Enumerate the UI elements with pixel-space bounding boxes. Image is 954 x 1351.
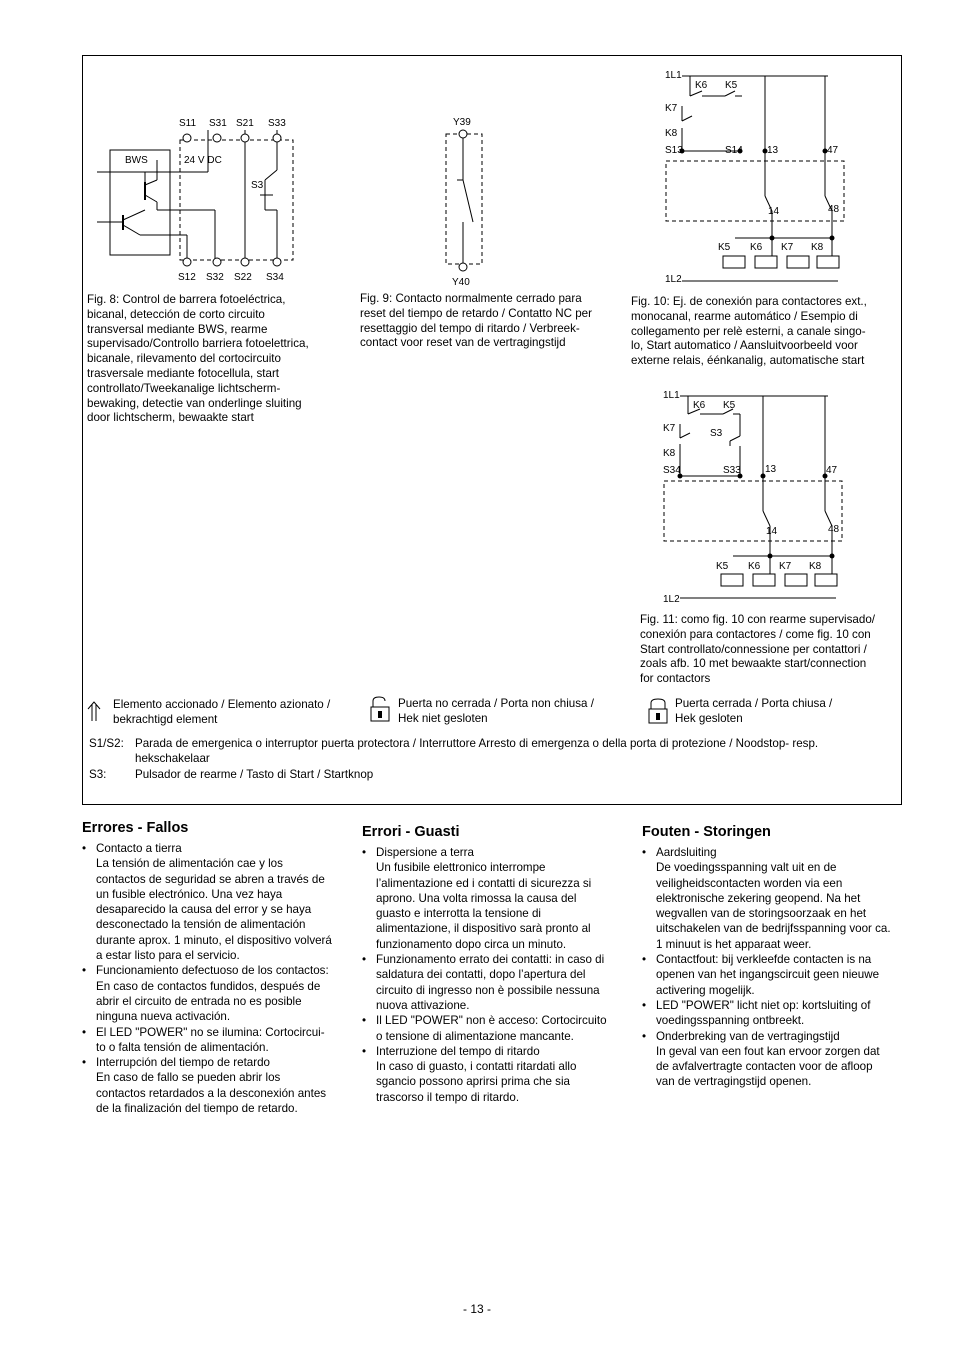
fig10-k6: K6 xyxy=(695,80,708,91)
fig10-k8: K8 xyxy=(665,128,678,139)
fig11-coil-k7: K7 xyxy=(779,561,792,572)
fig11-s3: S3 xyxy=(710,428,723,439)
door-open-icon xyxy=(369,695,391,723)
fig10-coil-k8: K8 xyxy=(811,242,824,253)
fig10-coil-k6: K6 xyxy=(750,242,763,253)
fig10-s14: S14 xyxy=(725,145,743,156)
section-nl xyxy=(642,823,904,1090)
list-item: • Onderbreking van de vertragingstijd In geval van een fout kan ervoor zorgen dat de avfalvertragte contacten voor de afloop van de vertragingstijd openen. xyxy=(642,1029,904,1090)
list-item: • El LED "POWER" no se ilumina: Cortocircui- to o falta tensión de alimentación. xyxy=(82,1025,344,1056)
fig11-s34: S34 xyxy=(663,465,681,476)
fig8-voltage-label: 24 V DC xyxy=(184,155,222,166)
fig11-13: 13 xyxy=(765,464,777,475)
fig9-terminal-bottom: Y40 xyxy=(452,277,470,288)
list-item: • Interruzione del tempo di ritardo In caso di guasto, i contatti ritardati allo sgancio possono aprirsi prima che sia trascorso il tempo di ritardo. xyxy=(362,1044,624,1105)
fig10-coil-k7: K7 xyxy=(781,242,794,253)
fig11-coil-k6: K6 xyxy=(748,561,761,572)
list-item: • Funzionamento errato dei contatti: in caso di saldatura dei contatti, dopo l’apertura del circuito di ingresso non è possibile nessuna nuova attivazione. xyxy=(362,952,624,1013)
fig9-terminal-top: Y39 xyxy=(453,117,471,128)
fig8-caption: Fig. 8: Control de barrera fotoeléctrica, bicanal, detección de corto circuito transversal mediante BWS, rearme supervisado/Controllo barriera fotoelettrica, bicanale, rilevamento del cortocircuito trasversale mediante fotocellula, start controllato/Tweekanalige lichtscherm- bewaking, detectie van onderlinge sluiting door lichtscherm, bewaakte start xyxy=(87,293,309,425)
fig11-diagram xyxy=(658,386,853,611)
fig8-switch-label: S3 xyxy=(251,180,264,191)
fig11-k7: K7 xyxy=(663,423,676,434)
note-text: Pulsador de rearme / Tasto di Start / Startknop xyxy=(135,768,374,781)
legend-door-open: Puerta no cerrada / Porta non chiusa / Hek niet gesloten xyxy=(398,697,594,725)
fig11-k8: K8 xyxy=(663,448,676,459)
note-key: S1/S2: xyxy=(89,737,124,750)
fig8-terminal-bottom: S12 xyxy=(178,272,196,283)
list-item: • Il LED "POWER" non è acceso: Cortocircuito o tensione di alimentazione mancante. xyxy=(362,1013,624,1044)
section-title: Fouten - Storingen xyxy=(642,824,771,840)
fig10-48: 48 xyxy=(828,204,840,215)
fig8-terminal-bottom: S32 xyxy=(206,272,224,283)
fig11-47: 47 xyxy=(826,465,838,476)
fig11-1l1: 1L1 xyxy=(663,390,680,401)
actuated-arrow-icon xyxy=(86,700,102,722)
note-text: Parada de emergenica o interruptor puerta protectora / Interruttore Arresto di emergenza o della porta di protezione / Noodstop- resp. hekschakelaar xyxy=(135,737,819,765)
fig10-caption: Fig. 10: Ej. de conexión para contactores ext., monocanal, rearme automático / Esempio di collegamento per relè esterni, a canale singo- lo, Start automatico / Aansluitvoorbeeld voor externe relais, éénkanalig, automatische start xyxy=(631,295,867,368)
legend-door-closed: Puerta cerrada / Porta chiusa / Hek gesloten xyxy=(675,697,833,725)
fig11-caption: Fig. 11: como fig. 10 con rearme supervisado/ conexión para contactores / come fig. 10 con Start controllato/connessione per contattori / zoals afb. 10 met bewaakte start/connection for contactors xyxy=(640,613,875,686)
fig11-k5: K5 xyxy=(723,400,736,411)
fig11-coil-k5: K5 xyxy=(716,561,729,572)
fig10-diagram xyxy=(660,66,855,291)
list-item: • Contactfout: bij verkleefde contacten is na openen van het ingangscircuit geen nieuwe activering mogelijk. xyxy=(642,952,904,998)
fig8-terminal-top: S31 xyxy=(209,118,227,129)
fig8-bws-label: BWS xyxy=(125,155,148,166)
fig10-1l2: 1L2 xyxy=(665,274,682,285)
page-number: - 13 - xyxy=(462,1302,491,1316)
fig10-13: 13 xyxy=(767,145,779,156)
note-key: S3: xyxy=(89,768,107,781)
section-title: Errori - Guasti xyxy=(362,824,460,840)
fig10-14: 14 xyxy=(768,206,780,217)
fig10-s13: S13 xyxy=(665,145,683,156)
list-item: • Funcionamiento defectuoso de los contactos: En caso de contactos fundidos, después de abrir el circuito de entrada no es posible ninguna nueva activación. xyxy=(82,963,344,1024)
section-title: Errores - Fallos xyxy=(82,820,189,836)
fig8-terminal-bottom: S34 xyxy=(266,272,284,283)
fig9-diagram xyxy=(440,112,490,292)
fig11-1l2: 1L2 xyxy=(663,594,680,605)
fig9-caption: Fig. 9: Contacto normalmente cerrado para reset del tiempo de retardo / Contatto NC per resettaggio del tempo di ritardo / Verbreek- contact voor reset van de vertragingstijd xyxy=(360,292,592,350)
list-item: • Contacto a tierra La tensión de alimentación cae y los contactos de seguridad se abren a través de un fusible electrónico. Una vez haya desaparecido la causa del error y se haya desconectado la tensión de alimentación durante aprox. 1 minuto, el dispositivo volverá a estar listo para el servicio. xyxy=(82,841,344,963)
list-item: • Interrupción del tiempo de retardo En caso de fallo se pueden abrir los contactos retardados a la desconexión antes de la finalización del tiempo de retardo. xyxy=(82,1055,344,1116)
fig11-s33: S33 xyxy=(723,465,741,476)
fig8-terminal-top: S11 xyxy=(179,118,197,129)
fig10-1l1: 1L1 xyxy=(665,70,682,81)
fig10-k5: K5 xyxy=(725,80,738,91)
fig11-48: 48 xyxy=(828,524,840,535)
legend-actuated: Elemento accionado / Elemento azionato / bekrachtigd element xyxy=(113,698,331,726)
fig10-k7: K7 xyxy=(665,103,678,114)
fig10-47: 47 xyxy=(827,145,839,156)
list-item: • Dispersione a terra Un fusibile elettronico interrompe l’alimentazione ed i contatti di sicurezza si aprono. Una volta rimossa la causa del guasto e interrotta la tensione di alimentazione, il dispositivo sarà pronto al funzionamento dopo circa un minuto. xyxy=(362,845,624,952)
list-item: • Aardsluiting De voedingsspanning valt uit en de veiligheidscontacten worden via een elektronische zekering geopend. Na het wegvallen van de storingsoorzaak en het uitschakelen van de bedrijfsspanning voor ca. 1 minuut is het apparaat weer. xyxy=(642,845,904,952)
fig11-coil-k8: K8 xyxy=(809,561,822,572)
fig8-diagram xyxy=(95,110,315,290)
section-it xyxy=(362,823,624,1105)
section-es xyxy=(82,819,344,1116)
fig11-k6: K6 xyxy=(693,400,706,411)
fig11-14: 14 xyxy=(766,526,778,537)
fig8-terminal-top: S21 xyxy=(236,118,254,129)
door-closed-icon xyxy=(647,697,669,725)
list-item: • LED "POWER" licht niet op: kortsluiting of voedingsspanning ontbreekt. xyxy=(642,998,904,1029)
fig8-terminal-bottom: S22 xyxy=(234,272,252,283)
fig10-coil-k5: K5 xyxy=(718,242,731,253)
fig8-terminal-top: S33 xyxy=(268,118,286,129)
